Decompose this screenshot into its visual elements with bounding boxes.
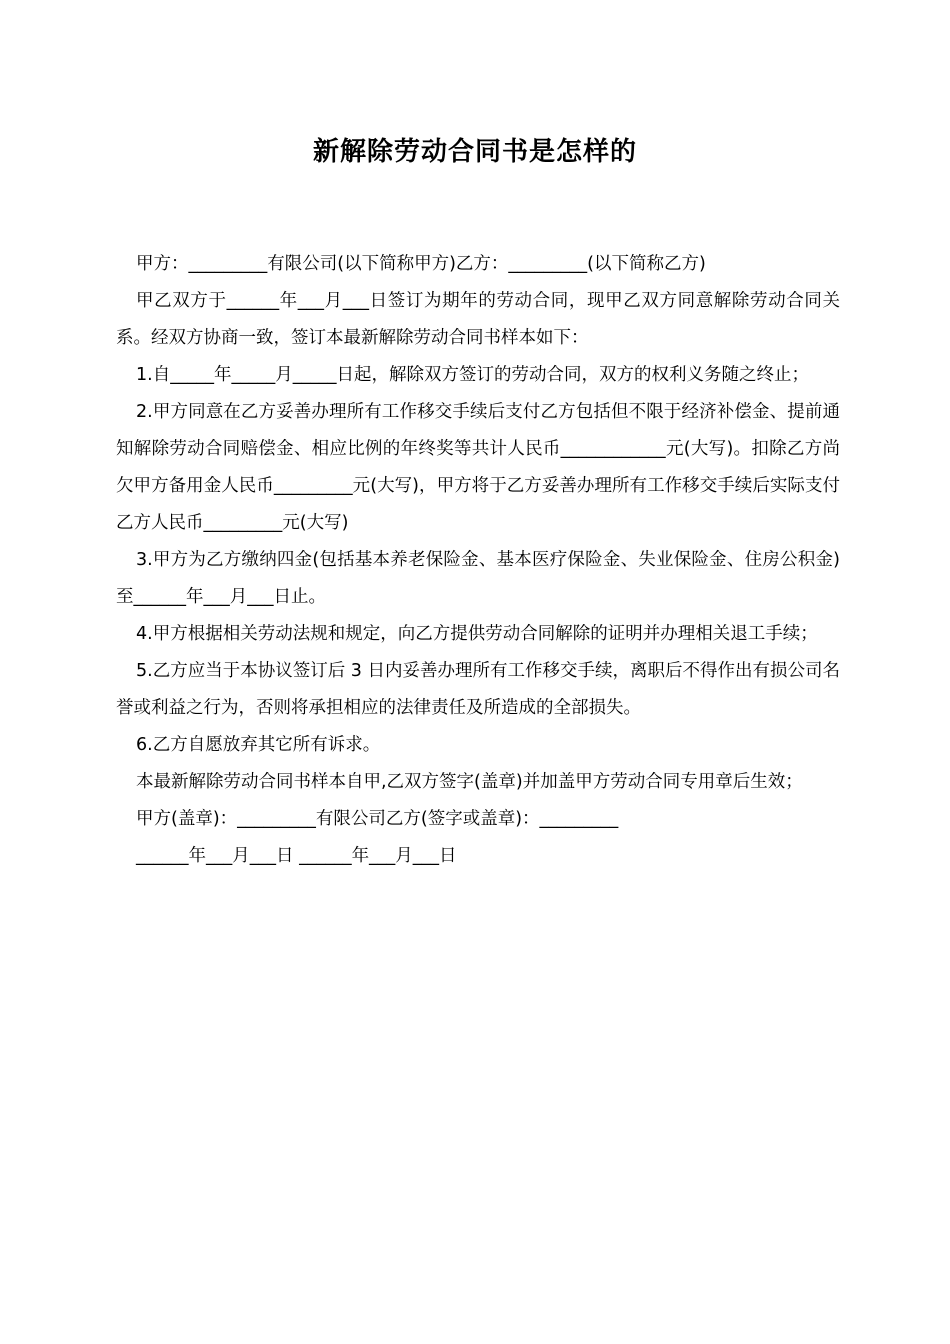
clause-3: 3.甲方为乙方缴纳四金(包括基本养老保险金、基本医疗保险金、失业保险金、住房公积金)至______年___月___日止。 bbox=[116, 550, 840, 607]
party-line: 甲方：_________有限公司(以下简称甲方)乙方：_________(以下简称乙方) bbox=[136, 254, 706, 274]
signature-line: 甲方(盖章)：_________有限公司乙方(签字或盖章)：_________ bbox=[136, 809, 619, 829]
date-line: ______年___月___日 ______年___月___日 bbox=[136, 846, 457, 866]
clause-4: 4.甲方根据相关劳动法规和规定，向乙方提供劳动合同解除的证明并办理相关退工手续； bbox=[136, 624, 818, 644]
clause-2: 2.甲方同意在乙方妥善办理所有工作移交手续后支付乙方包括但不限于经济补偿金、提前通知解除劳动合同赔偿金、相应比例的年终奖等共计人民币____________元(大写)。扣除乙方尚欠甲方备用金人民币_________元(大写)，甲方将于乙方妥善办理所有工作移交手续后实际支付乙方人民币_________元(大写) bbox=[116, 402, 840, 533]
document-title: 新解除劳动合同书是怎样的 bbox=[312, 137, 637, 167]
clause-6: 6.乙方自愿放弃其它所有诉求。 bbox=[136, 735, 381, 755]
intro-paragraph: 甲乙双方于______年___月___日签订为期年的劳动合同，现甲乙双方同意解除劳动合同关系。经双方协商一致，签订本最新解除劳动合同书样本如下： bbox=[116, 291, 840, 348]
clause-1: 1.自_____年_____月_____日起，解除双方签订的劳动合同，双方的权利义务随之终止； bbox=[136, 365, 809, 385]
clause-5: 5.乙方应当于本协议签订后 3 日内妥善办理所有工作移交手续，离职后不得作出有损公司名誉或利益之行为，否则将承担相应的法律责任及所造成的全部损失。 bbox=[116, 661, 840, 718]
effective-clause: 本最新解除劳动合同书样本自甲,乙双方签字(盖章)并加盖甲方劳动合同专用章后生效； bbox=[136, 772, 803, 792]
document-body bbox=[116, 246, 840, 875]
